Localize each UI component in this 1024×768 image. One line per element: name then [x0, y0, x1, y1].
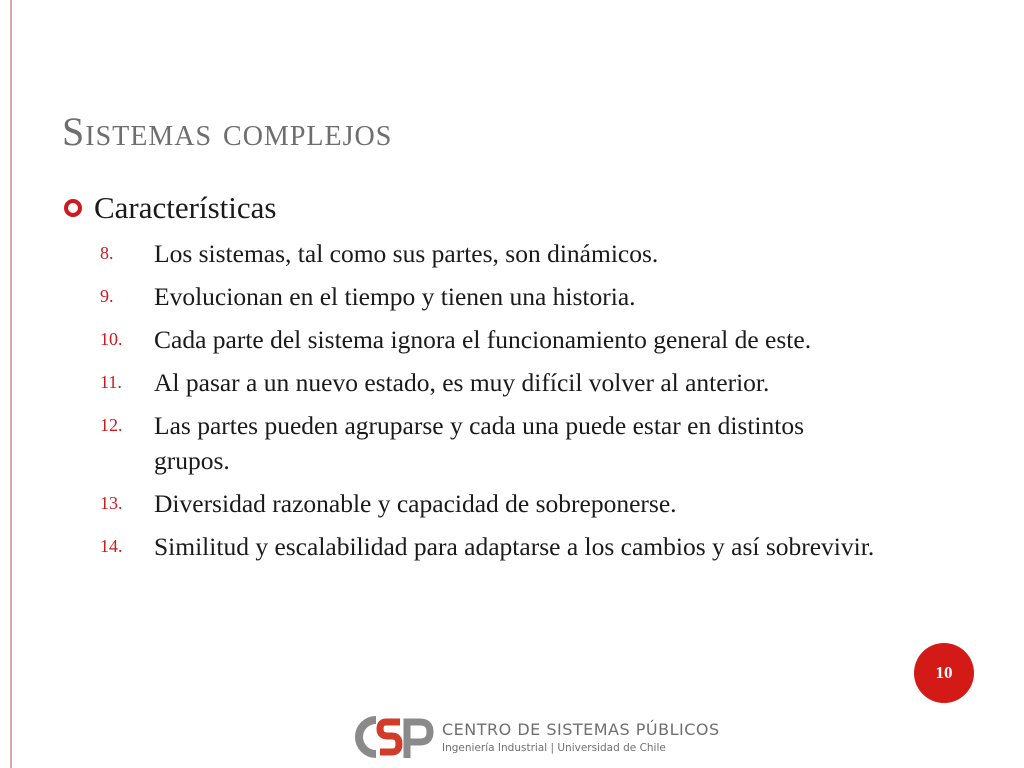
item-text: Evolucionan en el tiempo y tienen una historia.	[154, 282, 636, 311]
list-item	[100, 529, 880, 564]
left-border-line	[10, 0, 12, 768]
item-text: Diversidad razonable y capacidad de sobreponerse.	[154, 489, 677, 518]
logo-subtitle: Ingeniería Industrial | Universidad de Chile	[442, 742, 666, 754]
item-number: 11.	[100, 372, 122, 392]
item-text: Los sistemas, tal como sus partes, son dinámicos.	[154, 239, 659, 268]
item-number: 10.	[100, 329, 123, 349]
slide-title: Sistemas complejos	[62, 109, 393, 154]
numbered-list	[100, 236, 880, 572]
csp-logo-icon	[352, 712, 436, 762]
list-item	[100, 408, 880, 478]
right-decorative-stripes	[972, 0, 1024, 768]
item-number: 13.	[100, 493, 123, 513]
page-number-badge: 10	[914, 643, 974, 703]
list-item	[100, 486, 880, 521]
list-item	[100, 236, 880, 271]
item-number: 12.	[100, 415, 123, 435]
item-text: Cada parte del sistema ignora el funcionamiento general de este.	[154, 325, 812, 354]
ring-bullet-icon	[64, 199, 82, 217]
item-number: 9.	[100, 286, 114, 306]
item-text: Similitud y escalabilidad para adaptarse a los cambios y así sobrevivir.	[154, 532, 875, 561]
item-text: Las partes pueden agruparse y cada una puede estar en distintos grupos.	[154, 411, 805, 475]
list-item	[100, 322, 880, 357]
section-bullet	[64, 190, 276, 226]
section-heading: Características	[94, 190, 277, 225]
list-item	[100, 279, 880, 314]
item-number: 14.	[100, 536, 123, 556]
item-number: 8.	[100, 243, 114, 263]
csp-logo	[352, 712, 720, 762]
logo-text	[442, 720, 720, 754]
item-text: Al pasar a un nuevo estado, es muy difícil volver al anterior.	[154, 368, 770, 397]
list-item	[100, 365, 880, 400]
logo-title: CENTRO DE SISTEMAS PÚBLICOS	[442, 720, 720, 739]
